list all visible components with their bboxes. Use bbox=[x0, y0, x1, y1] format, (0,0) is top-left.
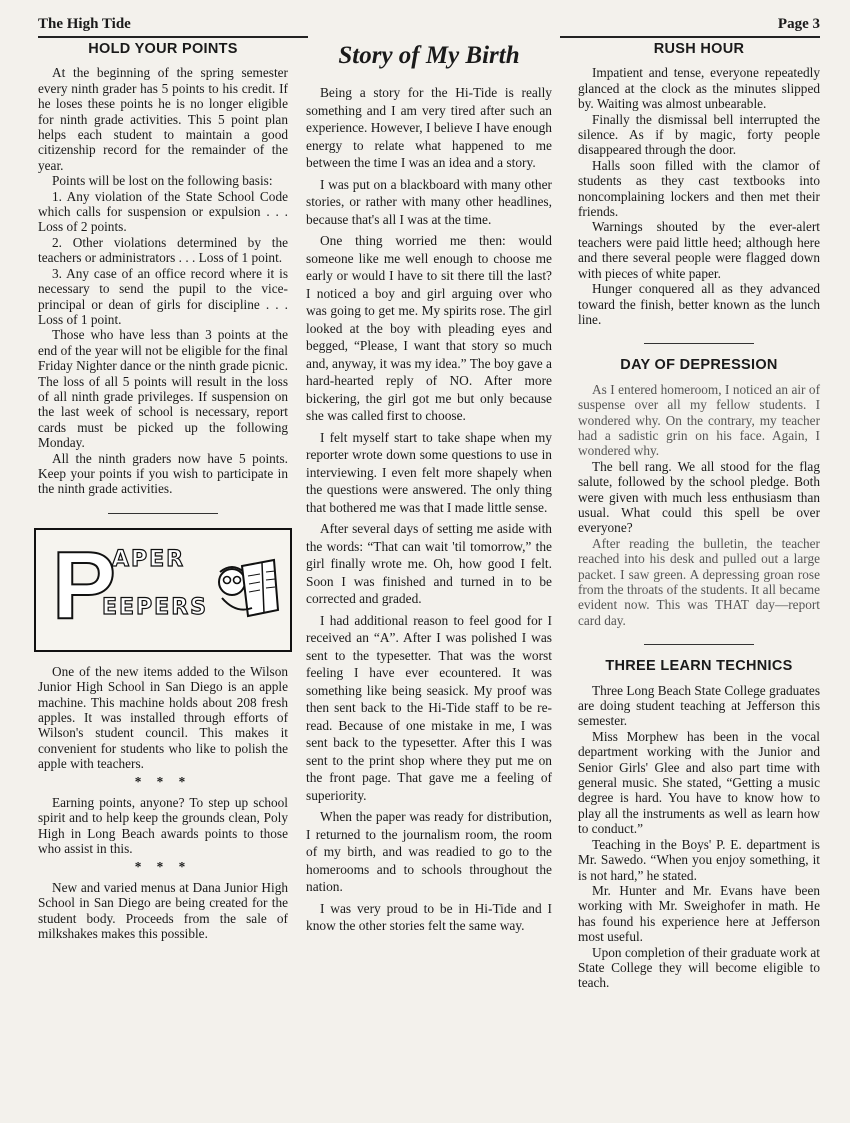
headline-day-of-depression: DAY OF DEPRESSION bbox=[620, 357, 778, 374]
section-divider bbox=[644, 343, 754, 344]
header-rule-left bbox=[38, 36, 308, 38]
article-paragraph: Impatient and tense, everyone repeatedly glanced at the clock as the minutes slipped by. Waiting was almost unbearable. bbox=[578, 65, 820, 112]
article-paragraph: I felt myself start to take shape when my reporter wrote down some questions to use in interviewing. I even felt more shapely when the questions were answered. The only thing that bothered me was that I made little sense. bbox=[306, 429, 552, 515]
article-paragraph: As I entered homeroom, I noticed an air of suspense over all my fellow students. I wondered why. On the contrary, my teacher had a sadistic grin on his face. Again, I wondered why. bbox=[578, 381, 820, 459]
article-paragraph: Three Long Beach State College graduates are doing student teaching at Jefferson this semester. bbox=[578, 682, 820, 729]
article-paragraph: The bell rang. We all stood for the flag salute, followed by the school pledge. Both were given with much less enthusiasm than usual. What could this spell be over everyone? bbox=[578, 458, 820, 536]
masthead bbox=[38, 16, 820, 36]
logo-big-letter: P bbox=[52, 531, 117, 639]
section-divider bbox=[108, 513, 218, 514]
paper-name: The High Tide bbox=[38, 16, 131, 32]
page-number: Page 3 bbox=[777, 16, 820, 32]
article-paragraph: 3. Any case of an office record where it is necessary to send the pupil to the vice-principal or dean of girls for discipline . . . Loss of 1 point. bbox=[38, 265, 288, 327]
headline-rush-hour: RUSH HOUR bbox=[653, 41, 745, 57]
column-1 bbox=[38, 40, 288, 942]
logo-word-1: APER bbox=[112, 546, 186, 572]
article-paragraph: All the ninth graders now have 5 points. Keep your points if you wish to participate in the ninth grade activities. bbox=[38, 450, 288, 497]
article-paragraph: Upon completion of their graduate work at State College they will become eligible to teach. bbox=[578, 944, 820, 991]
section-divider bbox=[644, 644, 754, 645]
reading-figure-icon bbox=[212, 554, 282, 626]
column-3 bbox=[578, 40, 820, 991]
article-paragraph: Halls soon filled with the clamor of students as they cast textbooks into noncomplaining lockers and then met their friends. bbox=[578, 157, 820, 220]
article-paragraph: Warnings shouted by the ever-alert teachers were paid little heed; although here and there several people were flagged down with pieces of white paper. bbox=[578, 219, 820, 281]
article-paragraph: Miss Morphew has been in the vocal department working with the Junior and Senior Girls' Glee and also part time with general music. She stated, “Getting a music degree is hard. You have to know how to play all the instruments as well as learn how to conduct.” bbox=[578, 728, 820, 837]
headline-story-of-my-birth: Story of My Birth bbox=[338, 42, 520, 69]
article-paragraph: Being a story for the Hi-Tide is really something and I am very tired after such an experience. However, I believe I have enough energy to relate what happened to me between the time I was an idea and a story. bbox=[306, 85, 552, 170]
article-paragraph: Those who have less than 3 points at the end of the year will not be eligible for the final Friday Nighter dance or the ninth grade picnic. The loss of all 5 points will result in the loss of all ninth grade privileges. If suspension on the last week of school is necessary, report cards must be picked up the following Monday. bbox=[38, 327, 288, 451]
peepers-item: Earning points, anyone? To step up school spirit and to help keep the grounds clean, Poly High in Long Beach awards points to those who assist in this. bbox=[38, 795, 288, 857]
article-paragraph: Points will be lost on the following basis: bbox=[52, 173, 273, 189]
article-paragraph: Mr. Hunter and Mr. Evans have been working with Mr. Sweighofer in math. He has found his experience here at Jefferson most useful. bbox=[578, 882, 820, 945]
article-paragraph: 2. Other violations determined by the teachers or administrators . . . Loss of 1 point. bbox=[38, 234, 288, 266]
paper-peepers-logo bbox=[34, 528, 292, 652]
article-paragraph: At the beginning of the spring semester every ninth grader has 5 points to his credit. If he loses these points he is no longer eligible for ninth grade activities. This 5 point plan helps each student to maintain a good citizenship record for the remainder of the year. bbox=[38, 65, 288, 173]
peepers-item: New and varied menus at Dana Junior High School in San Diego are being created for the student body. Proceeds from the sale of milkshakes makes this possible. bbox=[38, 880, 288, 942]
logo-word-2: EEPERS bbox=[102, 594, 208, 620]
column-2 bbox=[306, 40, 552, 939]
article-paragraph: When the paper was ready for distribution, I returned to the journalism room, the room of my birth, and was readied to go to the homerooms and to schools throughout the nation. bbox=[306, 809, 552, 894]
article-paragraph: 1. Any violation of the State School Code which calls for suspension or expulsion . . . Loss of 2 points. bbox=[38, 188, 288, 235]
article-paragraph: I was very proud to be in Hi-Tide and I know the other stories felt the same way. bbox=[306, 900, 552, 933]
headline-hold-your-points: HOLD YOUR POINTS bbox=[88, 41, 238, 57]
article-paragraph: Teaching in the Boys' P. E. department is Mr. Sawedo. “When you enjoy something, it is not hard,” he stated. bbox=[578, 836, 820, 883]
article-paragraph: One thing worried me then: would someone like me well enough to choose me early or would I have to sit there till the last? I noticed a boy and girl arguing over who was going to get me. My spirits rose. The girl looked at the boy with pleading eyes and begged, “Please, I want that story so much and, anyway, it was my idea.” The boy gave a hard-hearted reply of NO. After more bickering, the girl got me but only because she was called first to choose. bbox=[306, 233, 552, 423]
article-paragraph: After reading the bulletin, the teacher reached into his desk and pulled out a large packet. I saw green. A depressing groan rose from the throats of the students. It all became evident now. This was THAT day—report card day. bbox=[578, 535, 820, 628]
peepers-item: One of the new items added to the Wilson Junior High School in San Diego is an apple machine. This machine holds about 208 fresh apples. It was installed through efforts of Wilson's student council. This makes it convenient for students who like to polish the apple with teachers. bbox=[38, 663, 288, 772]
star-separator: * * * bbox=[134, 773, 192, 789]
star-separator: * * * bbox=[134, 858, 192, 874]
article-paragraph: I was put on a blackboard with many other stories, or rather with many other headlines, because that's all I was at the time. bbox=[306, 176, 552, 227]
article-paragraph: I had additional reason to feel good for I received an “A”. After I was polished I was sent to the typesetter. That was the worst feeling I have ever ecountered. It was something like being seasick. My proof was then sent back to the Hi-Tide staff to be re-read. Because of one mistake in me, I was sent back to the typesetter. After this I was sent to the print shop where they put me on the front page. That gave me a feeling of superiority. bbox=[306, 612, 552, 803]
article-paragraph: Hunger conquered all as they advanced toward the finish, better known as the lunch line. bbox=[578, 281, 820, 327]
article-paragraph: After several days of setting me aside with the words: “That can wait 'til tomorrow,” the girl finally wrote me. Oh, how good I felt. Soon I was finished and turned in to be corrected and graded. bbox=[306, 521, 552, 606]
headline-three-learn-technics: THREE LEARN TECHNICS bbox=[605, 658, 793, 675]
article-paragraph: Finally the dismissal bell interrupted the silence. As if by magic, forty people disappeared through the door. bbox=[578, 111, 820, 158]
header-rule-right bbox=[560, 36, 820, 38]
